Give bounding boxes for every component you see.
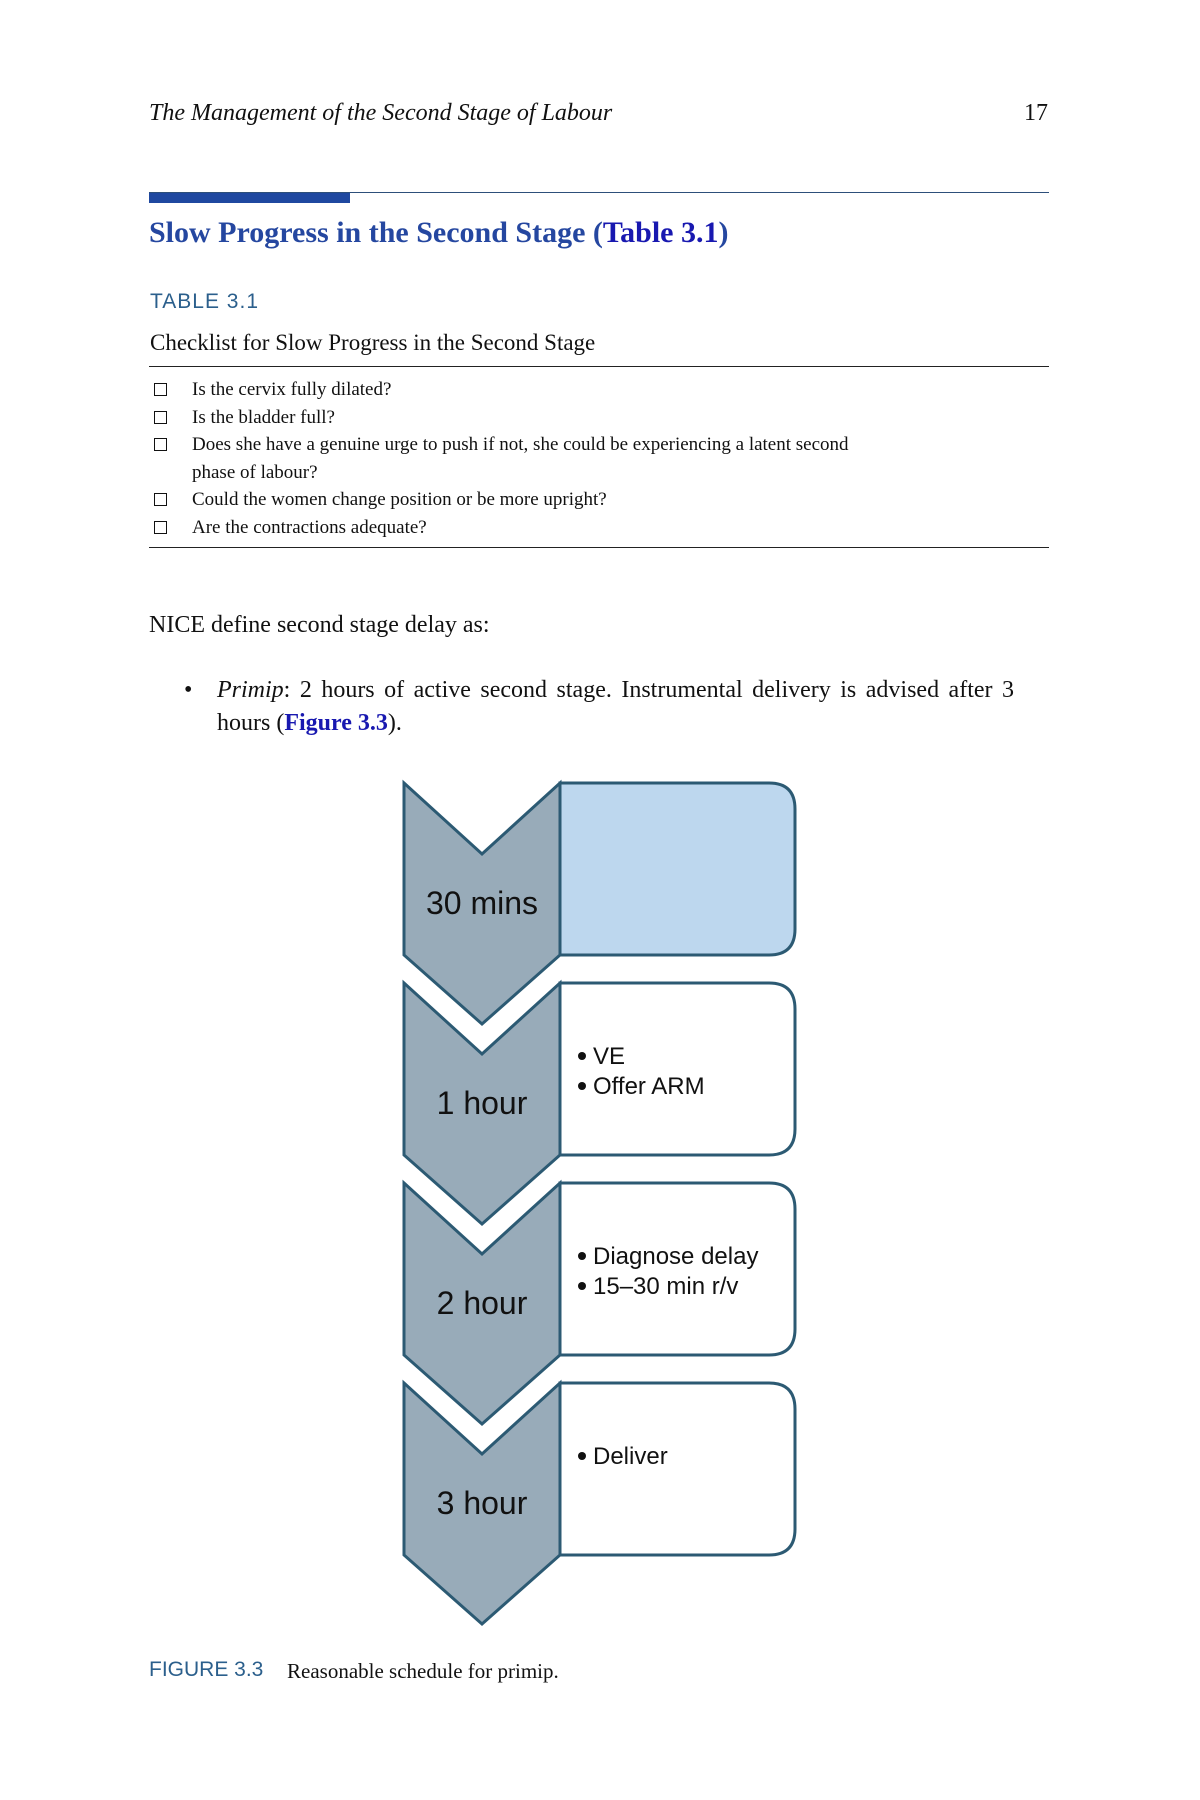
step-action-text: VE [593, 1043, 626, 1070]
checklist-item-text: Could the women change position or be more upright? [192, 489, 607, 510]
step-action-text: Offer ARM [593, 1073, 705, 1100]
step-action-text: Diagnose delay [593, 1243, 759, 1270]
checklist-item-text: Are the contractions adequate? [192, 516, 427, 538]
bullet-icon [578, 1452, 586, 1460]
checklist-item-text: Does she have a genuine urge to push if not, she could be experiencing a latent second phase of labour? [192, 434, 849, 483]
bullet-icon: • [184, 677, 193, 703]
bullet-close: ). [387, 710, 402, 736]
step-action-text: 15–30 min r/v [593, 1273, 739, 1300]
step-action-text: Deliver [593, 1443, 668, 1470]
bullet-icon [578, 1052, 586, 1060]
step-time-label: 2 hour [436, 1285, 528, 1321]
step-time-label: 1 hour [436, 1085, 528, 1121]
bullet-icon [578, 1082, 586, 1090]
page-number: 17 [1024, 100, 1048, 126]
heading-paren: ( [585, 216, 603, 249]
running-header-title: The Management of the Second Stage of Labour [149, 100, 613, 126]
table-caption: Checklist for Slow Progress in the Second Stage [150, 330, 596, 355]
table-reference-link[interactable]: Table 3.1 [602, 216, 719, 249]
bullet-term: Primip [217, 677, 284, 703]
bullet-body: : 2 hours of active second stage. Instrumental delivery is advised after 3 hours ( [217, 677, 1014, 736]
checklist-item-text: Is the cervix fully dilated? [192, 379, 392, 400]
bullet-icon [578, 1282, 586, 1290]
heading-text: Slow Progress in the Second Stage [149, 216, 586, 249]
step-time-label: 3 hour [436, 1485, 528, 1521]
body-intro: NICE define second stage delay as: [149, 612, 490, 638]
figure-reference-link[interactable]: Figure 3.3 [284, 710, 388, 736]
step-time-label: 30 mins [425, 885, 539, 921]
step-action-box [560, 783, 795, 955]
table-label: TABLE 3.1 [150, 290, 259, 313]
figure-caption: Reasonable schedule for primip. [287, 1659, 559, 1683]
bullet-icon [578, 1252, 586, 1260]
figure-label: FIGURE 3.3 [149, 1658, 264, 1681]
checklist-item-text: Is the bladder full? [192, 406, 335, 428]
heading-paren: ) [718, 216, 729, 249]
